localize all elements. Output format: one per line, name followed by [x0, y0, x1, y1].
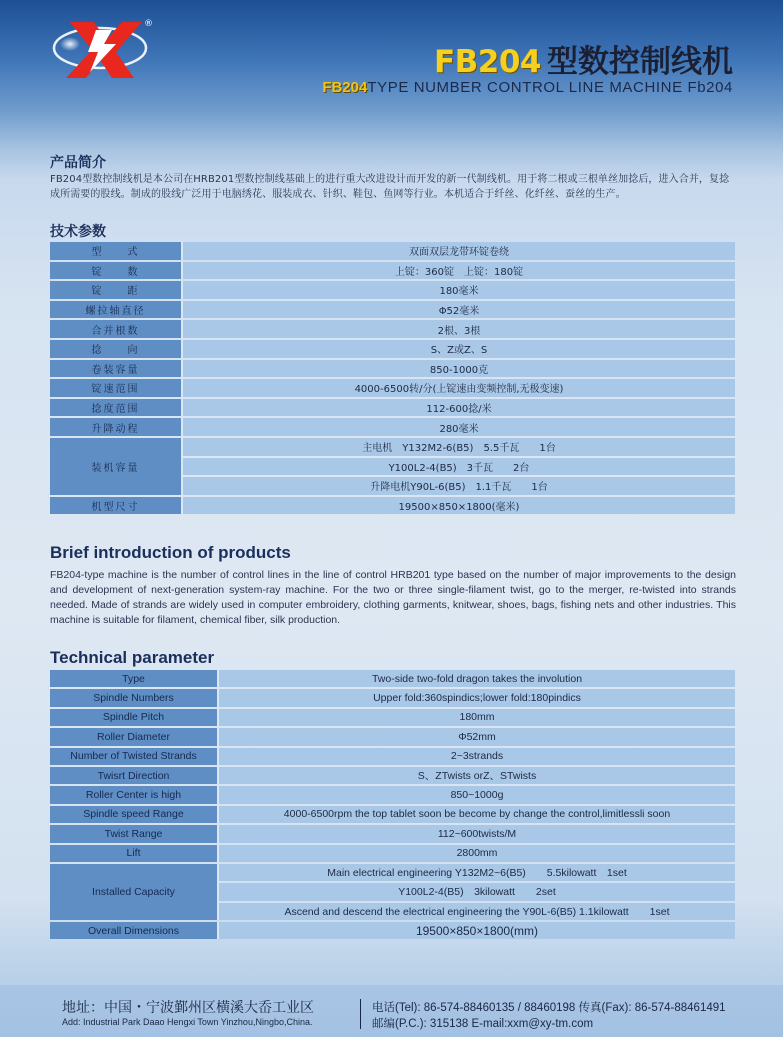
param-value: 850~1000g: [219, 786, 735, 803]
table-row: [50, 242, 735, 260]
param-value: Φ52mm: [219, 728, 735, 745]
table-row: [50, 767, 735, 784]
title-model: FB204: [433, 44, 541, 80]
capacity-row: 升降电机Y90L-6(B5) 1.1千瓦 1台: [183, 477, 735, 495]
capacity-label: Installed Capacity: [50, 864, 219, 920]
param-label: Number of Twisted Strands: [50, 748, 219, 765]
table-row: [50, 418, 735, 436]
param-value: S、ZTwists orZ、STwists: [219, 767, 735, 784]
en-intro-heading: Brief introduction of products: [50, 543, 291, 562]
param-label: 卷装容量: [50, 360, 183, 378]
table-row: [50, 281, 735, 299]
capacity-row: 主电机 Y132M2-6(B5) 5.5千瓦 1台: [183, 438, 735, 456]
dimension-value: 19500×850×1800(毫米): [183, 497, 735, 515]
param-value: 112-600捻/米: [183, 399, 735, 417]
param-label: Spindle speed Range: [50, 806, 219, 823]
param-label: 锭 数: [50, 262, 183, 280]
param-value: 2~3strands: [219, 748, 735, 765]
param-label: 锭速范围: [50, 379, 183, 397]
table-row: [50, 825, 735, 842]
capacity-row: Ascend and descend the electrical engineering the Y90L-6(B5) 1.1kilowatt 1set: [219, 903, 735, 920]
dimension-label: Overall Dimensions: [50, 922, 219, 939]
param-label: Roller Diameter: [50, 728, 219, 745]
param-label: 锭 距: [50, 281, 183, 299]
registered-mark: ®: [144, 19, 153, 29]
param-label: Lift: [50, 845, 219, 862]
table-row: [50, 379, 735, 397]
table-row: [50, 864, 735, 881]
page-subtitle: [322, 79, 733, 96]
param-value: 2800mm: [219, 845, 735, 862]
param-value: 4000-6500rpm the top tablet soon be become by change the control,limitlessli soon: [219, 806, 735, 823]
contact-phone-fax: 电话(Tel): 86-574-88460135 / 88460198 传真(Fax): 86-574-88461491: [372, 1002, 726, 1014]
contact-post-email: 邮编(P.C.): 315138 E-mail:xxm@xy-tm.com: [372, 1018, 594, 1030]
table-row: [50, 845, 735, 862]
param-value: 双面双层龙带环锭卷绕: [183, 242, 735, 260]
param-label: Twisrt Direction: [50, 767, 219, 784]
page-title: [434, 36, 733, 81]
param-label: 捻度范围: [50, 399, 183, 417]
param-value: 上锭：360锭 上锭：180锭: [183, 262, 735, 280]
param-label: Twist Range: [50, 825, 219, 842]
cn-intro-heading: 产品简介: [50, 155, 106, 171]
cn-params-table: [50, 240, 735, 516]
cn-params-heading: 技术参数: [50, 224, 106, 240]
table-row: [50, 340, 735, 358]
param-value: 112~600twists/M: [219, 825, 735, 842]
capacity-row: Y100L2-4(B5) 3kilowatt 2set: [219, 883, 735, 900]
address-cn: 地址：中国・宁波鄞州区横溪大岙工业区: [62, 1000, 314, 1016]
dimension-value: 19500×850×1800(mm): [219, 922, 735, 939]
param-value: 850-1000克: [183, 360, 735, 378]
footer-divider: [360, 999, 361, 1029]
capacity-label: 装机容量: [50, 438, 183, 495]
en-intro-text: FB204-type machine is the number of control lines in the line of control HRB201 type based on the number of major improvements to the design and development of next-generation system-ray machine. For the two or three single-filament twist, go to the merger, re-twisted into strands needed. Made of strands are widely used in computer embroidery, clothing garments, knitwear, shoes, bags, fishing nets and other industries. This machine is suitable for filament, chemical fiber, silk production.: [50, 569, 736, 626]
param-value: Φ52毫米: [183, 301, 735, 319]
param-label: Spindle Pitch: [50, 709, 219, 726]
en-params-table: [50, 668, 735, 941]
table-row: [50, 320, 735, 338]
company-logo: [50, 14, 154, 86]
subtitle-model: FB204: [322, 79, 368, 96]
param-label: 型 式: [50, 242, 183, 260]
table-row: [50, 689, 735, 706]
param-value: 180mm: [219, 709, 735, 726]
param-value: 4000-6500转/分(上锭速由变频控制,无极变速): [183, 379, 735, 397]
dimension-label: 机型尺寸: [50, 497, 183, 515]
address-en: Add: Industrial Park Daao Hengxi Town Yinzhou,Ningbo,China.: [62, 1017, 313, 1027]
table-row: [50, 728, 735, 745]
table-row: [50, 786, 735, 803]
param-label: Roller Center is high: [50, 786, 219, 803]
table-row: [50, 709, 735, 726]
table-row: [50, 748, 735, 765]
table-row: [50, 301, 735, 319]
param-value: Two-side two-fold dragon takes the involution: [219, 670, 735, 687]
title-cn: 型数控制线机: [547, 44, 733, 80]
param-value: S、Z或Z、S: [183, 340, 735, 358]
table-row: [50, 497, 735, 515]
param-value: 180毫米: [183, 281, 735, 299]
table-row: [50, 360, 735, 378]
param-label: Spindle Numbers: [50, 689, 219, 706]
param-value: 2根、3根: [183, 320, 735, 338]
param-value: 280毫米: [183, 418, 735, 436]
param-label: Type: [50, 670, 219, 687]
param-label: 升降动程: [50, 418, 183, 436]
table-row: [50, 806, 735, 823]
table-row: [50, 922, 735, 939]
param-value: Upper fold:360spindics;lower fold:180pindics: [219, 689, 735, 706]
table-row: [50, 399, 735, 417]
lightning-x-logo-icon: [50, 14, 154, 86]
cn-intro-text: FB204型数控制线机是本公司在HRB201型数控制线基础上的进行重大改进设计而开发的新一代制线机。用于将二根或三根单丝加捻后，进入合并，复捻成所需要的股线。制成的股线广泛用于电脑绣花、服装成衣、针织、鞋包、鱼网等行业。本机适合于纤丝、化纤丝、蚕丝的生产。: [50, 174, 730, 200]
param-label: 合并根数: [50, 320, 183, 338]
param-label: 捻 向: [50, 340, 183, 358]
table-row: [50, 670, 735, 687]
table-row: [50, 262, 735, 280]
capacity-row: Y100L2-4(B5) 3千瓦 2台: [183, 458, 735, 476]
subtitle-text: TYPE NUMBER CONTROL LINE MACHINE Fb204: [367, 79, 733, 96]
en-params-heading: Technical parameter: [50, 648, 215, 667]
param-label: 螺拉轴直径: [50, 301, 183, 319]
table-row: [50, 438, 735, 456]
capacity-row: Main electrical engineering Y132M2~6(B5) 5.5kilowatt 1set: [219, 864, 735, 881]
